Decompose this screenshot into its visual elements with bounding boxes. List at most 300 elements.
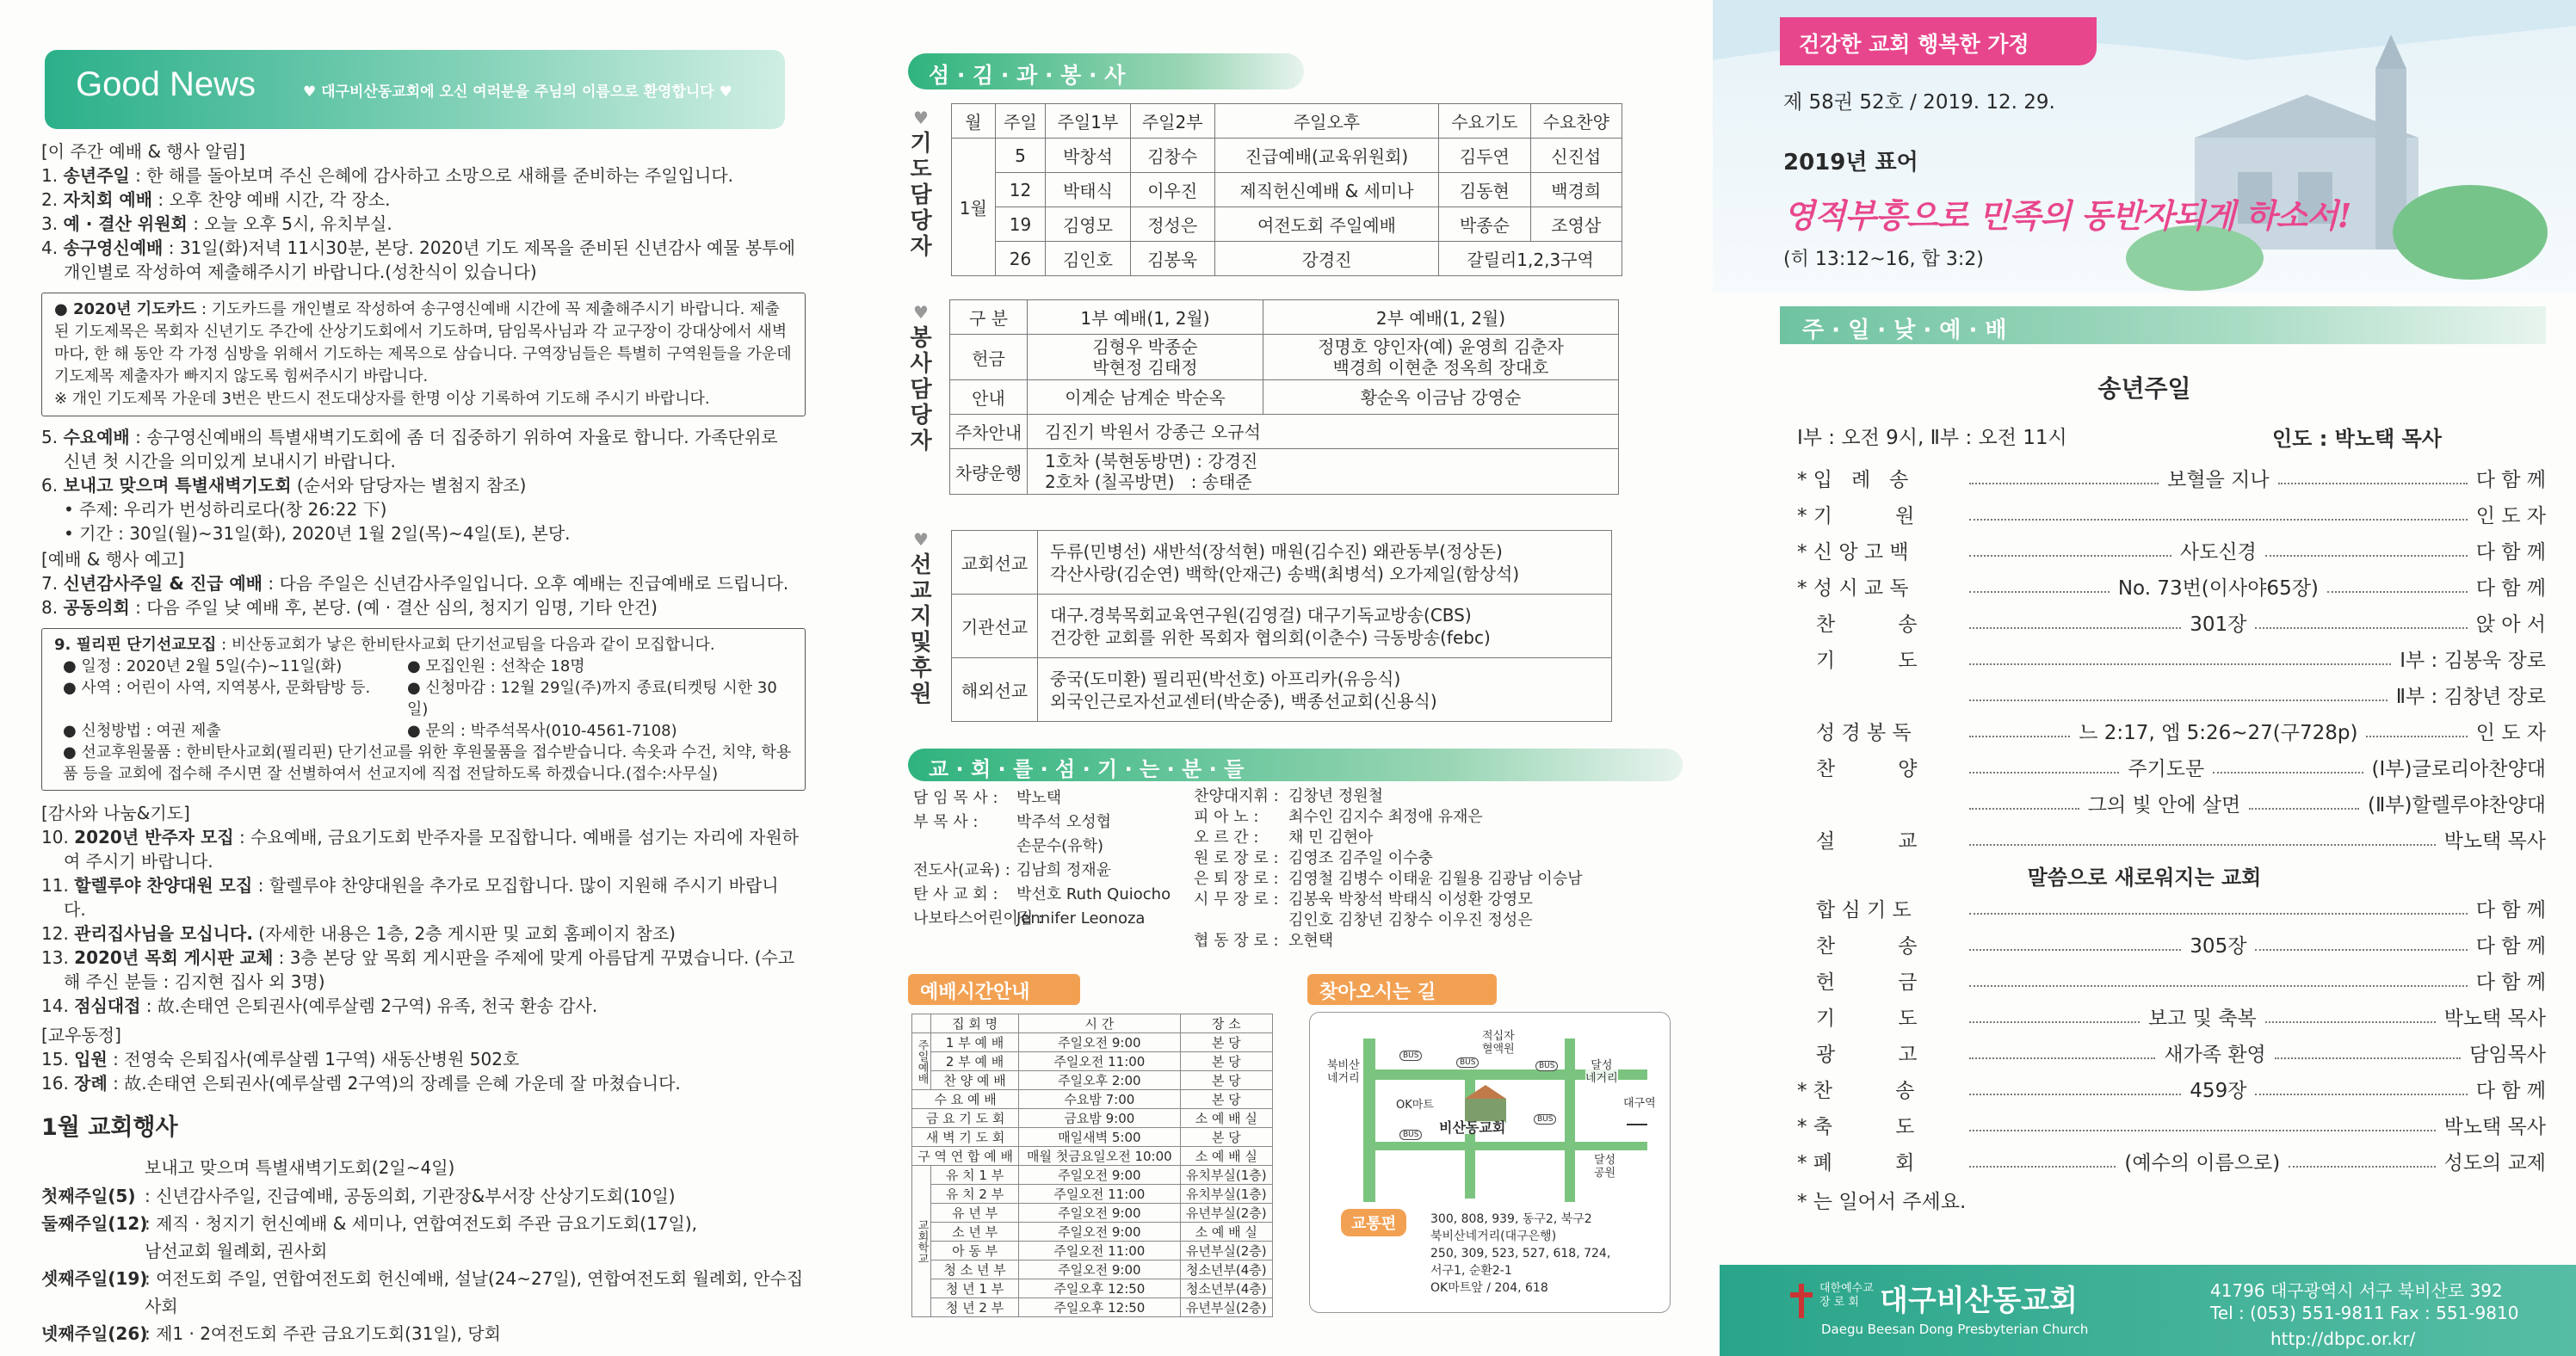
table-row: [912, 1223, 1273, 1242]
bus-stop-icon: BUS: [1456, 1057, 1479, 1068]
label-char: 원: [910, 681, 932, 707]
news-item: [41, 236, 799, 284]
table-cell: 김영모: [1046, 207, 1130, 242]
table-cell: 박창석: [1046, 139, 1130, 173]
order-item: 기 도: [1797, 1008, 1918, 1030]
header-cell: 시 간: [1019, 1014, 1180, 1033]
heart-icon: ♥: [913, 108, 929, 128]
item-head: 공동의회: [63, 597, 130, 618]
item-head: 송년주일: [63, 165, 130, 186]
header-cell: 주일: [995, 104, 1046, 139]
recruit-detail: ● 일정 : 2020년 2월 5일(수)~11일(화): [63, 657, 343, 675]
order-row: [1797, 637, 2546, 673]
item-head: 예 · 결산 위원회: [63, 213, 188, 234]
news-item: [41, 571, 799, 595]
label-char: 담: [910, 182, 932, 208]
staff-names: 손문수(유학): [1016, 837, 1103, 855]
order-row: [1797, 1067, 2546, 1103]
bus-stop-icon: BUS: [1399, 1051, 1422, 1061]
table-cell: 제직헌신예배 & 세미나: [1214, 173, 1438, 207]
row-value: 1호차 (북현동방면) : 강경진 2호차 (칠곡방면) : 송태준: [1028, 449, 1619, 495]
leader-dots: [2255, 627, 2467, 629]
staff-row: [913, 835, 1189, 859]
table-cell: 12: [995, 173, 1046, 207]
label-char: 지: [910, 604, 932, 630]
row-key: 주차안내: [950, 415, 1028, 449]
event-item: [41, 1265, 816, 1320]
news-item: [41, 1071, 799, 1095]
table-row: [950, 415, 1619, 449]
table-row: [950, 449, 1619, 495]
order-row: [1797, 1103, 2546, 1139]
label-char: 자: [910, 234, 932, 260]
church-phone: Tel : (053) 551-9811 Fax : 551-9810: [2210, 1303, 2519, 1323]
item-number: 13.: [41, 947, 75, 968]
leader-dots: [2327, 591, 2468, 593]
order-content: 459장: [2190, 1080, 2247, 1102]
header-cell: 장 소: [1180, 1014, 1272, 1033]
order-row: [1797, 886, 2546, 922]
label-char: 봉: [910, 325, 932, 351]
recruit-detail: ● 문의 : 박주석목사(010-4561-7108): [407, 722, 677, 740]
news-item: [41, 946, 799, 994]
leader-dots: [2265, 1021, 2436, 1023]
item-text: : 故.손태연 은퇴권사(예루살렘 2구역) 유족, 천국 환송 감사.: [140, 995, 598, 1016]
motto-text: 영적부흥으로 민족의 동반자되게 하소서!: [1783, 196, 2351, 235]
prayer-side-label: [908, 105, 934, 260]
table-cell: 유년부실(2층): [1180, 1204, 1272, 1223]
staff-role: 탄 사 교 회 :: [913, 885, 998, 903]
news-item: [41, 825, 799, 873]
table-cell: 5: [995, 139, 1046, 173]
order-item: 헌 금: [1797, 971, 1918, 994]
sermon-title: 말씀으로 새로워지는 교회: [2027, 866, 2262, 890]
staff-list-left: [913, 786, 1189, 931]
staff-row: [913, 859, 1189, 883]
staff-role: 오 르 간 :: [1194, 829, 1259, 847]
order-row: [1797, 528, 2546, 564]
item-number: 15.: [41, 1049, 75, 1069]
staff-names: 김인호 김창년 김창수 이우진 정성은: [1288, 911, 1533, 929]
item-head: 자치회 예배: [63, 189, 153, 210]
item-text: : 다음 주일은 신년감사주일입니다. 오후 예배는 진급예배로 드립니다.: [262, 573, 789, 594]
item-text: : 할렐루야 찬양대원을 추가로 모집합니다. 많이 지원해 주시기 바랍니다.: [64, 875, 779, 920]
news-item: [41, 473, 799, 497]
order-item: 합 심 기 도: [1797, 899, 1912, 921]
header-cell: 수요기도: [1439, 104, 1530, 139]
staff-names: Jennifer Leonoza: [1016, 909, 1146, 928]
order-leader: 박노택 목사: [2443, 1116, 2546, 1138]
item-number: 7.: [41, 573, 64, 594]
church-address: 41796 대구광역시 서구 북비산로 392: [2210, 1280, 2503, 1301]
table-cell: 새 벽 기 도 회: [912, 1128, 1019, 1147]
staff-role: 나보타스어린이집 :: [913, 909, 1043, 928]
label-char: 담: [910, 377, 932, 403]
mission-side-label: [908, 527, 934, 707]
table-cell: 주일오후 12:50: [1019, 1298, 1180, 1317]
item-head: 장례: [74, 1073, 108, 1094]
transit-line: 서구1, 순환2-1: [1430, 1264, 1512, 1278]
news-sub-items: [41, 497, 799, 545]
staff-role: 은 퇴 장 로 :: [1194, 870, 1279, 888]
standing-note: * 는 일어서 주세요.: [1797, 1191, 1967, 1213]
label-char: 선: [910, 552, 932, 578]
row-value: 중국(도미환) 필리핀(박선호) 아프리카(유응식) 외국인근로자선교센터(박순중), 백종선교회(신용식): [1038, 658, 1612, 722]
header-cell: 수요찬양: [1530, 104, 1622, 139]
leader-dots: [1969, 1021, 2140, 1023]
slogan-tag: 건강한 교회 행복한 가정: [1780, 17, 2097, 65]
table-row: [912, 1052, 1273, 1071]
table-cell: 아 동 부: [931, 1242, 1019, 1260]
leader-dots: [1969, 1130, 2436, 1131]
table-cell: 김인호: [1046, 242, 1130, 276]
table-cell: 유 년 부: [931, 1204, 1019, 1223]
item-text: : 오늘 오후 5시, 유치부실.: [187, 213, 392, 234]
events-intro: 보내고 맞으며 특별새벽기도회(2일~4일): [145, 1157, 455, 1178]
leader-dots: [1969, 844, 2436, 846]
table-cell: 2 부 예 배: [931, 1052, 1019, 1071]
order-row: [1797, 1031, 2546, 1067]
event-week: 셋째주일(19): [41, 1268, 148, 1289]
news-item: [41, 994, 799, 1018]
order-row: [1797, 709, 2546, 745]
item-text: : 한 해를 돌아보며 주신 은혜에 감사하고 소망으로 새해를 준비하는 주일입니다.: [129, 165, 734, 186]
table-cell: 정성은: [1130, 207, 1214, 242]
mission-recruit-head: 9. 필리핀 단기선교모집: [54, 636, 217, 654]
map-label: 적십자 혈액원: [1482, 1030, 1515, 1056]
item-text: : 3층 본당 앞 목회 게시판을 주제에 맞게 아름답게 꾸몄습니다. (수고해 주신 분들 : 김지현 집사 외 3명): [64, 947, 795, 992]
news-item: [41, 873, 799, 921]
leader-dots: [1969, 985, 2468, 987]
table-cell: 1 부 예 배: [931, 1033, 1019, 1052]
header-cell: 주일2부: [1130, 104, 1214, 139]
leader-dots: [1969, 555, 2171, 557]
order-of-worship-1: [1797, 456, 2546, 854]
table-cell: 유치부실(1층): [1180, 1185, 1272, 1204]
row-value: 두류(민병선) 새반석(장석현) 매원(김수진) 왜관동부(정상돈) 각산사랑(김순연) 백학(안재근) 송백(최병석) 오가제일(함상석): [1038, 531, 1612, 595]
table-row: [952, 595, 1612, 658]
order-leader: 성도의 교제: [2443, 1152, 2547, 1174]
transit-line: 북비산네거리(대구은행): [1430, 1230, 1557, 1243]
group-cell: 주일예배: [912, 1033, 931, 1090]
event-week: 첫째주일(5): [41, 1186, 136, 1206]
table-cell: 본 당: [1180, 1128, 1272, 1147]
worship-title: 예배시간안내: [908, 974, 1080, 1005]
table-header-row: [912, 1014, 1273, 1033]
prayer-table: [951, 103, 1622, 276]
recruit-detail: ● 신청마감 : 12월 29일(주)까지 종료(티켓팅 시한 30일): [407, 679, 777, 718]
item-head: 입원: [74, 1049, 108, 1069]
news-item: [41, 212, 799, 236]
leader-dots: [2249, 808, 2359, 810]
news-body: [41, 139, 799, 1095]
staff-role: 찬양대지휘 :: [1194, 787, 1279, 805]
table-cell: 수 요 예 배: [912, 1090, 1019, 1109]
table-cell: 금요밤 9:00: [1019, 1109, 1180, 1128]
row-key: 기관선교: [952, 595, 1038, 658]
table-row: [912, 1033, 1273, 1052]
row-key: 교회선교: [952, 531, 1038, 595]
table-row: [912, 1147, 1273, 1166]
leader-dots: [2265, 555, 2468, 557]
news-item: [41, 425, 799, 473]
table-row: [912, 1128, 1273, 1147]
item-head: 송구영신예배: [63, 237, 164, 258]
order-leader: 다 함 께: [2475, 469, 2546, 491]
recruit-detail: ● 모집인원 : 선착순 18명: [407, 657, 585, 675]
staff-names: 최수인 김지수 최정애 유재은: [1288, 808, 1483, 826]
map-label: 달성 네거리: [1585, 1059, 1618, 1085]
table-cell: 강경진: [1214, 242, 1438, 276]
order-row: [1797, 781, 2546, 817]
item-text: : 수요예배, 금요기도회 반주자를 모집합니다. 예배를 섬기는 자리에 자원하여 주시기 바랍니다.: [64, 827, 799, 872]
table-cell: 주일오전 9:00: [1019, 1204, 1180, 1223]
table-cell: 주일오전 9:00: [1019, 1223, 1180, 1242]
banner-title: Good News: [76, 65, 256, 103]
order-leader: 박노택 목사: [2443, 830, 2546, 853]
table-header-row: [952, 104, 1622, 139]
cross-logo-icon: [1790, 1284, 1813, 1318]
leader-dots: [2289, 1166, 2435, 1168]
staff-names: 박노택: [1016, 789, 1062, 807]
staff-row: [913, 907, 1189, 931]
order-item: 설 교: [1797, 830, 1918, 853]
leader-dots: [2278, 483, 2468, 484]
map-label: OK마트: [1396, 1099, 1434, 1112]
staff-role: [1194, 910, 1288, 931]
table-cell: 신진섭: [1530, 139, 1622, 173]
section-title: [감사와 나눔&기도]: [41, 803, 190, 823]
staff-role: 부 목 사 :: [913, 813, 979, 831]
table-cell: 19: [995, 207, 1046, 242]
header-cell: 주일1부: [1046, 104, 1130, 139]
map-label: 북비산 네거리: [1327, 1059, 1360, 1085]
order-row: [1797, 564, 2546, 601]
event-text: : 여전도회 주일, 연합여전도회 헌신예배, 설날(24~27일), 연합여전도회 월례회, 안수집사회: [145, 1268, 804, 1316]
staff-role: 시 무 장 로 :: [1194, 891, 1279, 909]
staff-row: [1194, 931, 1676, 952]
table-cell: 주일오전 11:00: [1019, 1242, 1180, 1260]
row-value: 황순옥 이금남 강영순: [1263, 380, 1618, 415]
order-row: [1797, 673, 2546, 709]
table-cell: 갈릴리1,2,3구역: [1439, 242, 1622, 276]
leader-dots: [1969, 949, 2181, 951]
event-text: : 신년감사주일, 진급예배, 공동의회, 기관장&부서장 산상기도회(10일): [145, 1186, 676, 1206]
leader-dots: [2213, 772, 2363, 774]
item-number: 4.: [41, 237, 64, 258]
order-item: 찬 송: [1797, 613, 1918, 636]
leader-dots: [1969, 591, 2110, 593]
order-content: (예수의 이름으로): [2124, 1152, 2281, 1174]
news-item: [41, 921, 799, 946]
serving-title: 섬 · 김 · 과 · 봉 · 사: [929, 63, 1126, 88]
staff-names: 김영조 김주일 이수충: [1288, 849, 1433, 867]
label-char: 당: [910, 208, 932, 234]
item-head: 신년감사주일 & 진급 예배: [63, 573, 263, 594]
news-item: [41, 163, 799, 188]
item-text: : 송구영신예배의 특별새벽기도회에 좀 더 집중하기 위하여 자율로 합니다. 가족단위로 신년 첫 시간을 의미있게 보내시기 바랍니다.: [64, 427, 778, 472]
order-item: * 신 앙 고 백: [1797, 541, 1909, 564]
prayer-card-text: ● 2020년 기도카드 : 기도카드를 개인별로 작성하여 송구영신예배 시간에 꼭 제출해주시기 바랍니다. 제출된 기도제목은 목회자 신년기도 주간에 산상기도회에서 기도하며, 담임목사님과 각 교구장이 강대상에서 새벽마다, 한 해 동안 각 가정 심방을 위해서 기도하는 제목으로 삼습니다. 구역장님들은 특별히 구역원들을 가운데 기도제목 제출자가 빠지지 않도록 힘써주시기 바랍니다.: [54, 300, 792, 385]
service-table: [949, 299, 1619, 495]
table-cell: 소 예 배 실: [1180, 1147, 1272, 1166]
order-content: 주기도문: [2128, 758, 2205, 780]
service-leader: 인도 : 박노택 목사: [2272, 427, 2442, 451]
staff-list-right: [1194, 786, 1676, 952]
leader-dots: [1969, 519, 2468, 521]
table-cell: 주일오후 12:50: [1019, 1279, 1180, 1298]
table-row: [912, 1260, 1273, 1279]
label-char: 자: [910, 428, 932, 454]
transit-info: [1430, 1211, 1610, 1297]
order-leader: 인 도 자: [2475, 505, 2546, 527]
staff-row: [913, 811, 1189, 835]
order-item: * 축 도: [1797, 1116, 1915, 1138]
event-week: [41, 1237, 145, 1265]
church-footer: [1720, 1265, 2576, 1356]
transit-line: 300, 808, 939, 동구2, 북구2: [1430, 1212, 1592, 1226]
label-char: 사: [910, 351, 932, 377]
order-content: 305장: [2190, 935, 2247, 958]
order-row: [1797, 492, 2546, 528]
item-head: 관리집사님을 모십니다.: [74, 923, 253, 944]
table-cell: 유 치 2 부: [931, 1185, 1019, 1204]
table-cell: 주일오전 9:00: [1019, 1166, 1180, 1185]
item-number: 14.: [41, 995, 75, 1016]
map-label: 대구역: [1623, 1097, 1656, 1110]
order-leader: 다 함 께: [2475, 541, 2546, 564]
event-text: : 제1 · 2여전도회 주관 금요기도회(31일), 당회: [145, 1323, 501, 1344]
label-char: 도: [910, 157, 932, 182]
transit-badge: 교통편: [1341, 1209, 1406, 1236]
order-item: 찬 송: [1797, 935, 1918, 958]
table-row: [912, 1185, 1273, 1204]
label-char: 후: [910, 656, 932, 681]
prayer-card-box: [41, 293, 806, 416]
event-week: 넷째주일(26): [41, 1323, 148, 1344]
news-item: [41, 1047, 799, 1071]
mission-recruit-extra: ● 선교후원물품 : 한비탄사교회(필리핀) 단기선교를 위한 후원물품을 접수받습니다. 속옷과 수건, 치약, 학용품 등을 교회에 접수해 주시면 잘 선별하여서 선교지에 직접 전달하도록 하겠습니다.(접수:사무실): [63, 743, 792, 783]
table-cell: 여전도회 주일예배: [1214, 207, 1438, 242]
banner-subtitle: ♥ 대구비산동교회에 오신 여러분을 주님의 이름으로 환영합니다 ♥: [303, 83, 732, 101]
leader-dots: [1969, 913, 2468, 915]
table-cell: 유년부실(2층): [1180, 1298, 1272, 1317]
news-items-4: [41, 825, 799, 1018]
events-title: 1월 교회행사: [41, 1114, 178, 1141]
staff-row: [1194, 807, 1676, 828]
table-cell: 김두연: [1439, 139, 1530, 173]
bus-stop-icon: BUS: [1535, 1061, 1558, 1071]
table-cell: 청 년 2 부: [931, 1298, 1019, 1317]
header-cell: 주일오후: [1214, 104, 1438, 139]
table-row: [950, 335, 1619, 380]
order-row: [1797, 995, 2546, 1031]
order-row: [1797, 601, 2546, 637]
table-cell: 진급예배(교육위원회): [1214, 139, 1438, 173]
table-cell: 청 소 년 부: [931, 1260, 1019, 1279]
transit-line: 250, 309, 523, 527, 618, 724,: [1430, 1247, 1611, 1260]
item-head: 2020년 반주자 모집: [74, 827, 234, 848]
table-row: [912, 1279, 1273, 1298]
news-panel: [0, 0, 856, 1356]
item-head: 보내고 맞으며 특별새벽기도회: [63, 475, 292, 496]
item-number: 2.: [41, 189, 64, 210]
event-item: [41, 1320, 816, 1347]
issue-number: 제 58권 52호 / 2019. 12. 29.: [1783, 91, 2055, 114]
serving-title-bar: [908, 53, 1304, 89]
staff-names: 채 민 김현아: [1288, 829, 1374, 847]
table-row: [912, 1109, 1273, 1128]
item-text: (자세한 내용은 1층, 2층 게시판 및 교회 홈페이지 참조): [252, 923, 676, 944]
leader-dots: [1969, 483, 2159, 484]
table-cell: 소 년 부: [931, 1223, 1019, 1242]
table-cell: 박종순: [1439, 207, 1530, 242]
table-cell: 청소년부(4층): [1180, 1260, 1272, 1279]
leader-dots: [1969, 772, 2119, 774]
order-content: 새가족 환영: [2164, 1044, 2266, 1066]
leader-dots: [1969, 1166, 2116, 1168]
row-value: 정명호 양인자(예) 윤영희 김춘자 백경희 이현춘 정옥희 장대호: [1263, 335, 1618, 380]
item-number: 5.: [41, 427, 64, 447]
table-row: [912, 1242, 1273, 1260]
row-value: 대구.경북목회교육연구원(김영걸) 대구기독교방송(CBS) 건강한 교회를 위한 목회자 협의회(이춘수) 극동방송(febc): [1038, 595, 1612, 658]
order-content: 보고 및 축복: [2147, 1008, 2257, 1030]
table-row: [950, 380, 1619, 415]
mission-recruit-grid: [54, 656, 793, 742]
table-cell: 백경희: [1530, 173, 1622, 207]
table-row: [952, 531, 1612, 595]
item-text: : 오후 찬양 예배 시간, 각 장소.: [152, 189, 391, 210]
denomination: 대한예수교 장 로 회: [1819, 1282, 1874, 1309]
table-cell: 김동현: [1439, 173, 1530, 207]
row-value: 이계순 남계순 박순옥: [1028, 380, 1263, 415]
staff-names: 박주석 오성협: [1016, 813, 1112, 831]
item-head: 할렐루야 찬양대원 모집: [74, 875, 253, 896]
church-website-link[interactable]: http://dbpc.or.kr/: [2270, 1328, 2416, 1349]
transit-line: OK마트앞 / 204, 618: [1430, 1281, 1548, 1295]
table-cell: 주일오전 9:00: [1019, 1033, 1180, 1052]
table-cell: 주일오전 9:00: [1019, 1260, 1180, 1279]
table-row: [912, 1204, 1273, 1223]
table-row: [952, 242, 1622, 276]
staff-names: 김봉욱 박창석 박태식 이성환 강영모: [1288, 891, 1533, 909]
staff-row: [1194, 890, 1676, 910]
item-text: : 다음 주일 낮 예배 후, 본당. (예 · 결산 심의, 청지기 임명, 기타 안건): [129, 597, 658, 618]
order-item: * 성 시 교 독: [1797, 577, 1909, 600]
motto-label: 2019년 표어: [1783, 150, 1918, 176]
row-key: 안내: [950, 380, 1028, 415]
order-content: 느 2:17, 엡 5:26~27(구728p): [2079, 722, 2358, 744]
header-cell: 1부 예배(1, 2월): [1028, 300, 1263, 335]
order-item: * 찬 송: [1797, 1080, 1915, 1102]
order-leader: 다 함 께: [2475, 577, 2547, 600]
row-key: 헌금: [950, 335, 1028, 380]
table-cell: 유년부실(2층): [1180, 1242, 1272, 1260]
section-title: [예배 & 행사 예고]: [41, 549, 185, 570]
staff-row: [1194, 786, 1676, 807]
staff-row: [913, 883, 1189, 907]
order-leader: 다 함 께: [2475, 1080, 2546, 1102]
service-panel: [856, 0, 1713, 1356]
table-header-row: [950, 300, 1619, 335]
event-week: 둘째주일(12): [41, 1213, 148, 1234]
label-char: 및: [910, 630, 932, 656]
order-leader: 다 함 께: [2475, 971, 2546, 994]
order-leader: 다 함 께: [2475, 899, 2546, 921]
table-cell: 수요밤 7:00: [1019, 1090, 1180, 1109]
table-row: [912, 1298, 1273, 1317]
leader-dots: [1969, 627, 2181, 629]
